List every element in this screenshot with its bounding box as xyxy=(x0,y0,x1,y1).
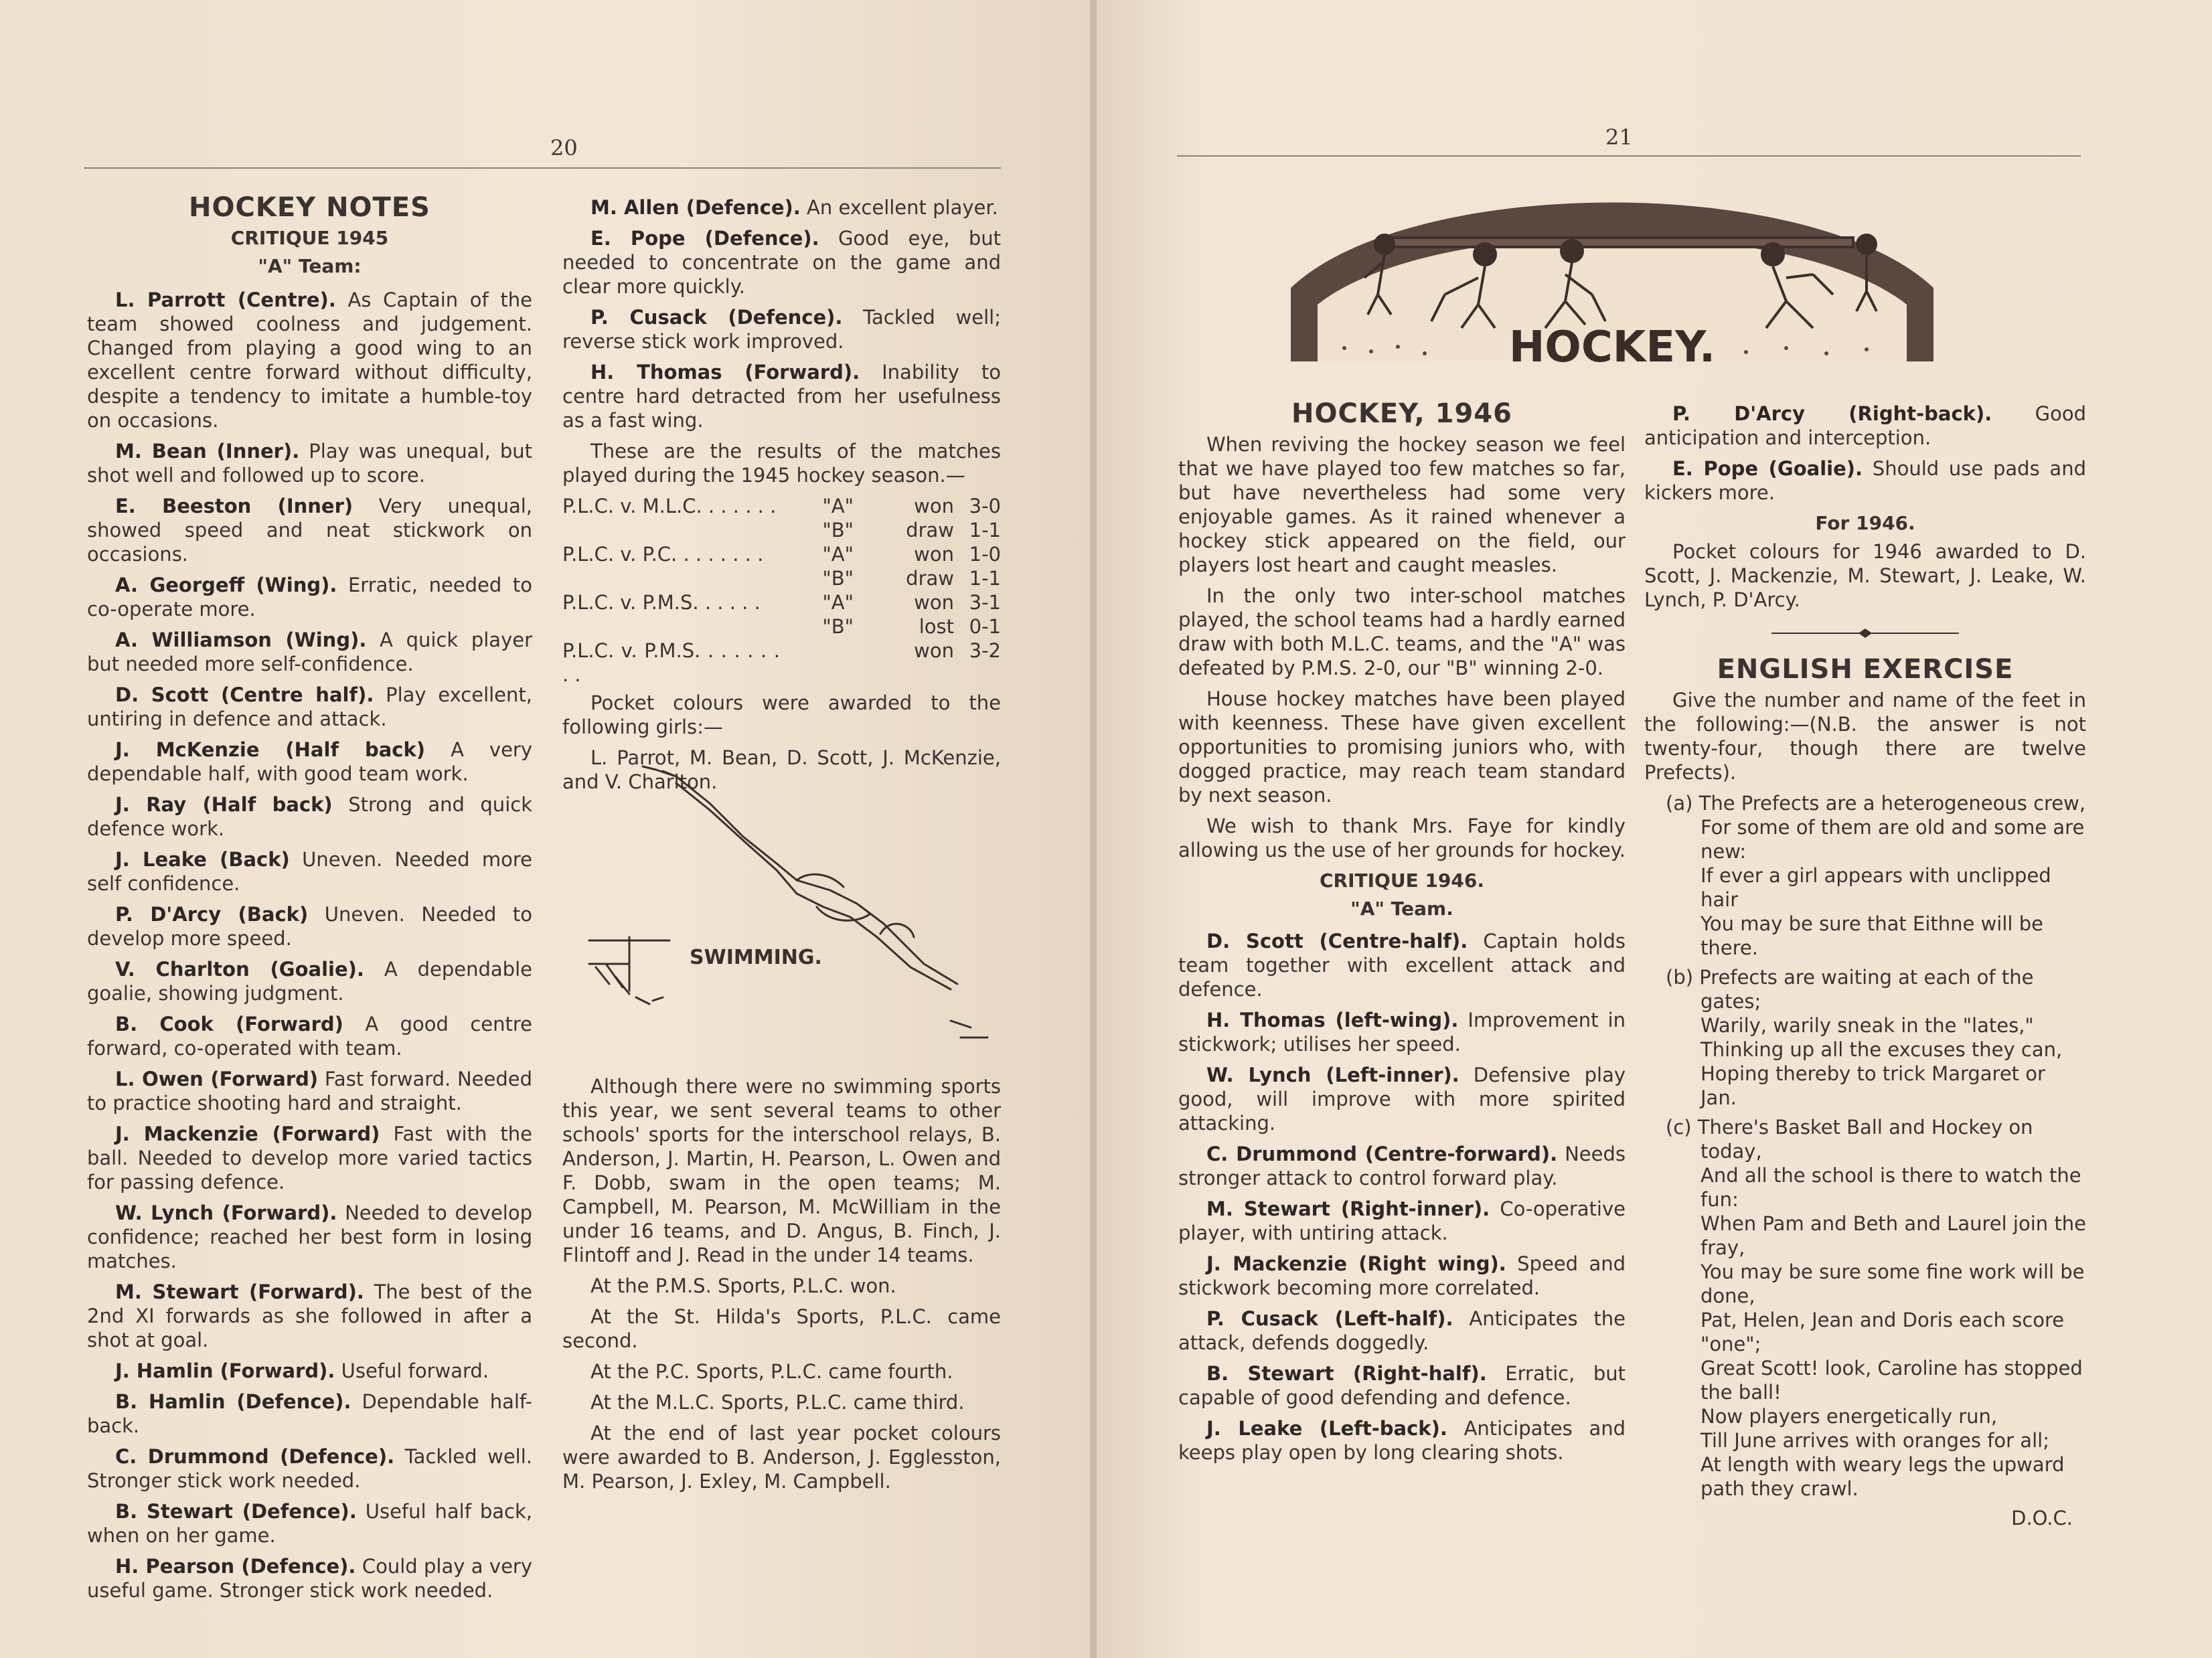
result-result: lost xyxy=(919,615,954,638)
player-name: W. Lynch (Forward). xyxy=(115,1201,337,1224)
player-note xyxy=(87,439,532,487)
poem-line: You may be sure that Eithne will be there. xyxy=(1701,912,2043,959)
player-note xyxy=(87,738,532,786)
poem-line: Hoping thereby to trick Margaret or Jan. xyxy=(1701,1062,2045,1109)
result-row xyxy=(562,639,1001,687)
result-result: draw xyxy=(906,519,954,542)
a-team-heading: "A" Team: xyxy=(258,255,362,277)
player-note xyxy=(1178,1008,1626,1056)
player-name: H. Thomas (left-wing). xyxy=(1206,1009,1459,1031)
player-name: P. Cusack (Defence). xyxy=(590,306,843,329)
player-comment: Useful forward. xyxy=(341,1359,489,1382)
player-note xyxy=(1178,1416,1626,1465)
poem-line: Now players energetically run, xyxy=(1701,1405,1998,1428)
poem-line xyxy=(1644,965,2086,1013)
player-name: E. Pope (Defence). xyxy=(590,227,819,250)
result-result: draw xyxy=(906,567,954,590)
player-name: M. Stewart (Forward). xyxy=(115,1280,364,1303)
poem-line: If ever a girl appears with unclipped hair xyxy=(1701,864,2051,911)
poem-line: Pat, Helen, Jean and Doris each score "one"; xyxy=(1701,1309,2065,1355)
hockey-1946-paragraphs xyxy=(1178,432,1626,862)
page-number: 20 xyxy=(550,135,578,161)
player-note xyxy=(1644,457,2086,505)
player-note xyxy=(87,1012,532,1060)
player-name: P. D'Arcy (Back) xyxy=(115,903,309,926)
player-note xyxy=(87,1067,532,1115)
player-comment: Could play a very useful game. Stronger stick work needed. xyxy=(87,1555,533,1602)
critique-1946-heading: CRITIQUE 1946. xyxy=(1319,869,1485,892)
result-score: 1-0 xyxy=(969,543,1001,566)
player-note xyxy=(562,226,1001,299)
result-row xyxy=(562,542,1001,566)
result-match: P.L.C. v. P.M.S. . . . . . xyxy=(562,591,761,614)
player-note xyxy=(87,1554,532,1602)
result-match xyxy=(562,566,780,590)
player-note xyxy=(562,195,1001,220)
result-score: 3-1 xyxy=(969,591,1001,614)
player-comment: An excellent player. xyxy=(806,196,998,219)
result-match: P.L.C. v. P.C. . . . . . . . xyxy=(562,543,764,566)
player-comment: Good eye, but needed to concentrate on the game and clear more quickly. xyxy=(562,227,1002,298)
player-name: H. Pearson (Defence). xyxy=(115,1555,356,1578)
player-note xyxy=(1178,1307,1626,1355)
player-comment: Needed to develop confidence; reached her best form in losing matches. xyxy=(87,1201,532,1272)
swimming-illustration xyxy=(576,763,1004,1058)
player-name: H. Thomas (Forward). xyxy=(590,361,860,384)
right-second-column xyxy=(1644,402,2086,1530)
result-side: "B" xyxy=(822,615,854,638)
pocket-colours-names: L. Parrot, M. Bean, D. Scott, J. McKenzie, and V. Charlton. xyxy=(562,746,1001,793)
result-match xyxy=(562,518,780,542)
poem-line: When Pam and Beth and Laurel join the fray, xyxy=(1701,1212,2086,1259)
player-name: J. Mackenzie (Forward) xyxy=(115,1123,380,1145)
player-name: J. McKenzie (Half back) xyxy=(115,738,426,761)
poem-line: At length with weary legs the upward path they crawl. xyxy=(1701,1453,2065,1500)
pocket-colours-text: Pocket colours were awarded to the following girls:— xyxy=(562,691,1001,738)
diamond-rule-icon xyxy=(1771,627,1959,640)
player-note xyxy=(87,847,532,896)
results-table xyxy=(562,494,1001,687)
result-score: 3-2 xyxy=(969,639,1001,662)
result-side: "A" xyxy=(822,591,854,614)
player-name: E. Beeston (Inner) xyxy=(115,495,353,517)
player-name: J. Leake (Back) xyxy=(115,848,290,871)
result-row xyxy=(562,494,1001,518)
player-name: V. Charlton (Goalie). xyxy=(115,958,364,981)
paragraph: When reviving the hockey season we feel that we have played too few matches so far, but have nevertheless had some very enjoyable games. As it rained whenever a hockey stick appeared on the field, our players lost heart and caught measles. xyxy=(1178,433,1626,576)
player-name: B. Hamlin (Defence). xyxy=(115,1390,351,1413)
result-side xyxy=(780,639,854,687)
poem-line: Great Scott! look, Caroline has stopped the ball! xyxy=(1701,1357,2083,1404)
player-name: L. Parrott (Centre). xyxy=(115,288,336,311)
player-comment: Strong and quick defence work. xyxy=(87,793,532,840)
player-note xyxy=(87,1359,532,1383)
header-rule xyxy=(84,167,1001,169)
player-name: J. Mackenzie (Right wing). xyxy=(1206,1252,1506,1275)
player-note xyxy=(1178,1197,1626,1245)
player-name: C. Drummond (Defence). xyxy=(115,1445,395,1468)
player-comment: The best of the 2nd XI forwards as she followed in after a shot at goal. xyxy=(87,1280,532,1351)
player-comment: A very dependable half, with good team work. xyxy=(87,738,533,785)
player-note xyxy=(87,1122,532,1194)
hockey-notes-column xyxy=(87,192,533,1609)
player-comment: Play excellent, untiring in defence and attack. xyxy=(87,683,532,730)
critique-1945-entries-cont xyxy=(562,195,1001,432)
player-note xyxy=(87,793,532,841)
exercise-poem xyxy=(1644,791,2086,1501)
player-comment: Very unequal, showed speed and neat stickwork on occasions. xyxy=(87,495,533,566)
player-comment: Tackled well; reverse stick work improved. xyxy=(562,306,1001,353)
result-side: "A" xyxy=(822,495,854,517)
player-note xyxy=(562,305,1001,353)
player-name: J. Leake (Left-back). xyxy=(1206,1417,1447,1440)
hockey-notes-title: HOCKEY NOTES xyxy=(189,192,430,223)
player-name: B. Cook (Forward) xyxy=(115,1013,343,1035)
result-row xyxy=(562,590,1001,614)
player-comment: Co-operative player, with untiring attack. xyxy=(1178,1197,1626,1244)
result-row xyxy=(562,518,1001,542)
player-note xyxy=(87,628,532,676)
player-name: P. Cusack (Left-half). xyxy=(1206,1307,1453,1330)
result-score: 1-1 xyxy=(969,519,1001,542)
right-page xyxy=(1097,0,2212,1658)
poem-stanza xyxy=(1644,1115,2086,1501)
player-comment: Useful half back, when on her game. xyxy=(87,1500,533,1547)
player-note xyxy=(562,360,1001,432)
paragraph: We wish to thank Mrs. Faye for kindly allowing us the use of her grounds for hockey. xyxy=(1178,815,1626,861)
player-comment: Good anticipation and interception. xyxy=(1644,402,2086,449)
player-comment: Fast with the ball. Needed to develop more varied tactics for passing defence. xyxy=(87,1123,533,1193)
player-name: M. Stewart (Right-inner). xyxy=(1206,1197,1490,1220)
poem-line: Warily, warily sneak in the "lates," xyxy=(1701,1014,2034,1037)
player-comment: Anticipates the attack, defends doggedly. xyxy=(1178,1307,1626,1354)
result-side: "B" xyxy=(822,567,854,590)
player-name: P. D'Arcy (Right-back). xyxy=(1672,402,1992,425)
player-comment: Speed and stickwork becoming more correlated. xyxy=(1178,1252,1626,1299)
english-exercise-intro: Give the number and name of the feet in the following:—(N.B. the answer is not twenty-four, though there are twelve Prefects). xyxy=(1644,689,2086,784)
player-comment: A quick player but needed more self-confidence. xyxy=(87,629,532,675)
player-name: M. Allen (Defence). xyxy=(590,196,801,219)
hockey-1946-column xyxy=(1178,398,1626,1471)
result-score: 3-0 xyxy=(969,495,1001,517)
signature: D.O.C. xyxy=(2011,1507,2073,1529)
stanza-marker: (c) xyxy=(1666,1116,1692,1139)
result-match: P.L.C. v. P.M.S. . . . . . . . . xyxy=(562,639,780,686)
left-page xyxy=(0,0,1091,1658)
player-comment: Dependable half-back. xyxy=(87,1390,533,1437)
player-note xyxy=(87,1444,532,1493)
section-divider xyxy=(1644,621,2086,645)
player-comment: Play was unequal, but shot well and followed up to score. xyxy=(87,440,533,487)
player-name: A. Williamson (Wing). xyxy=(115,629,367,651)
player-comment: Captain holds team together with excellent attack and defence. xyxy=(1178,930,1626,1001)
result-side: "A" xyxy=(822,543,854,566)
player-name: M. Bean (Inner). xyxy=(115,440,300,463)
poem-line xyxy=(1644,1115,2086,1163)
player-note xyxy=(87,683,532,731)
diver-drawing xyxy=(576,763,1004,1058)
player-comment: As Captain of the team showed coolness and judgement. Changed from playing a good wing to an excellent centre forward without difficulty, despite a tendency to imitate a humble-toy on occasions. xyxy=(87,288,533,432)
critique-1945-heading: CRITIQUE 1945 xyxy=(230,227,389,249)
player-name: L. Owen (Forward) xyxy=(115,1068,319,1090)
player-comment: Uneven. Needed more self confidence. xyxy=(87,848,532,895)
player-comment: A dependable goalie, showing judgment. xyxy=(87,958,532,1005)
poem-line-text: There's Basket Ball and Hockey on today, xyxy=(1697,1116,2033,1163)
paragraph: In the only two inter-school matches played, the school teams had a hardly earned draw with both M.L.C. teams, and the "A" was defeated by P.M.S. 2-0, our "B" winning 2-0. xyxy=(1178,584,1626,679)
poem-line-text: Prefects are waiting at each of the gates; xyxy=(1699,966,2034,1013)
poem-stanza xyxy=(1644,965,2086,1110)
player-comment: Improvement in stickwork; utilises her speed. xyxy=(1178,1009,1626,1056)
player-comment: Fast forward. Needed to practice shooting hard and straight. xyxy=(87,1068,533,1114)
banner-label: HOCKEY. xyxy=(1508,323,1716,372)
result-result: won xyxy=(914,495,954,517)
player-comment: Erratic, needed to co-operate more. xyxy=(87,574,533,620)
hockey-banner-illustration xyxy=(1277,161,1947,375)
player-comment: A good centre forward, co-operated with team. xyxy=(87,1013,532,1060)
player-comment: Should use pads and kickers more. xyxy=(1644,457,2086,504)
player-note xyxy=(87,573,532,621)
player-name: J. Hamlin (Forward). xyxy=(115,1359,335,1382)
player-note xyxy=(87,902,532,950)
player-note xyxy=(1178,1361,1626,1410)
paragraph: At the P.M.S. Sports, P.L.C. won. xyxy=(590,1274,896,1297)
player-note xyxy=(87,1499,532,1548)
result-score: 1-1 xyxy=(969,567,1001,590)
result-result: won xyxy=(914,543,954,566)
player-name: J. Ray (Half back) xyxy=(115,793,333,816)
result-result: won xyxy=(914,591,954,614)
player-note xyxy=(87,957,532,1005)
critique-1946-entries-cont xyxy=(1644,402,2086,505)
poem-stanza xyxy=(1644,791,2086,960)
swimming-paragraphs xyxy=(562,1074,1001,1493)
player-note xyxy=(1178,929,1626,1001)
paragraph: At the end of last year pocket colours were awarded to B. Anderson, J. Egglesston, M. Pearson, J. Exley, M. Campbell. xyxy=(562,1422,1001,1493)
stanza-marker: (a) xyxy=(1666,792,1693,815)
result-row xyxy=(562,614,1001,639)
paragraph: At the P.C. Sports, P.L.C. came fourth. xyxy=(590,1360,953,1383)
poem-line xyxy=(1644,791,2086,815)
player-note xyxy=(87,288,532,432)
critique-1945-entries xyxy=(87,288,532,1602)
hockey-players-drawing xyxy=(1277,161,1947,375)
player-note xyxy=(87,494,532,566)
hockey-1946-title: HOCKEY, 1946 xyxy=(1291,398,1512,429)
poem-line: And all the school is there to watch the fun: xyxy=(1701,1164,2081,1211)
player-name: E. Pope (Goalie). xyxy=(1672,457,1863,480)
result-match: P.L.C. v. M.L.C. . . . . . . xyxy=(562,495,777,517)
player-name: B. Stewart (Right-half). xyxy=(1206,1362,1487,1385)
player-note xyxy=(1178,1063,1626,1135)
paragraph: At the M.L.C. Sports, P.L.C. came third. xyxy=(590,1391,965,1414)
result-match xyxy=(562,614,780,639)
player-note xyxy=(1644,402,2086,450)
player-note xyxy=(87,1390,532,1438)
poem-line-text: The Prefects are a heterogeneous crew, xyxy=(1698,792,2086,815)
player-name: B. Stewart (Defence). xyxy=(115,1500,357,1523)
result-side: "B" xyxy=(822,519,854,542)
swimming-label: SWIMMING. xyxy=(690,946,822,969)
player-name: A. Georgeff (Wing). xyxy=(115,574,337,596)
player-name: C. Drummond (Centre-forward). xyxy=(1206,1143,1558,1165)
paragraph: At the St. Hilda's Sports, P.L.C. came second. xyxy=(562,1305,1001,1352)
player-comment: Needs stronger attack to control forward play. xyxy=(1178,1143,1626,1189)
page-number: 21 xyxy=(1605,125,1633,150)
a-team-1946-heading: "A" Team. xyxy=(1350,898,1453,920)
result-result: won xyxy=(914,639,954,662)
player-comment: Anticipates and keeps play open by long clearing shots. xyxy=(1178,1417,1626,1464)
player-name: D. Scott (Centre-half). xyxy=(1206,930,1468,952)
player-name: D. Scott (Centre half). xyxy=(115,683,374,706)
result-row xyxy=(562,566,1001,590)
player-comment: Defensive play good, will improve with more spirited attacking. xyxy=(1178,1064,1626,1135)
player-comment: Inability to centre hard detracted from her usefulness as a fast wing. xyxy=(562,361,1001,432)
poem-line: Till June arrives with oranges for all; xyxy=(1701,1429,2049,1452)
english-exercise-title: ENGLISH EXERCISE xyxy=(1717,654,2014,685)
stanza-marker: (b) xyxy=(1666,966,1694,989)
paragraph: Although there were no swimming sports this year, we sent several teams to other schools' sports for the interschool relays, B. Anderson, J. Martin, H. Pearson, L. Owen and F. Dobb, swam in the open teams; M. Campbell, M. Pearson, M. McWilliam in the under 16 teams, and D. Angus, B. Finch, J. Flintoff and J. Read in the under 14 teams. xyxy=(562,1075,1001,1266)
player-note xyxy=(87,1280,532,1352)
for-1946-heading: For 1946. xyxy=(1815,512,1915,534)
player-note xyxy=(1178,1252,1626,1300)
critique-1946-entries xyxy=(1178,929,1626,1465)
player-comment: Erratic, but capable of good defending and defence. xyxy=(1178,1362,1626,1409)
player-name: W. Lynch (Left-inner). xyxy=(1206,1064,1459,1086)
pocket-1946-text: Pocket colours for 1946 awarded to D. Scott, J. Mackenzie, M. Stewart, J. Leake, W. Lynch, P. D'Arcy. xyxy=(1644,540,2086,611)
paragraph: House hockey matches have been played with keenness. These have given excellent opportunities to promising juniors who, with dogged practice, may reach team standard by next season. xyxy=(1178,687,1626,807)
poem-line: Thinking up all the excuses they can, xyxy=(1701,1038,2063,1061)
player-note xyxy=(87,1201,532,1273)
left-second-column xyxy=(562,195,1001,801)
swimming-text xyxy=(562,1074,1001,1500)
poem-line: You may be sure some fine work will be done, xyxy=(1701,1260,2085,1307)
player-comment: Tackled well. Stronger stick work needed. xyxy=(87,1445,533,1492)
player-note xyxy=(1178,1142,1626,1190)
player-comment: Uneven. Needed to develop more speed. xyxy=(87,903,533,950)
poem-line: For some of them are old and some are new: xyxy=(1701,816,2085,863)
header-rule xyxy=(1177,155,2081,157)
results-intro: These are the results of the matches played during the 1945 hockey season.— xyxy=(562,440,1001,487)
result-score: 0-1 xyxy=(969,615,1001,638)
